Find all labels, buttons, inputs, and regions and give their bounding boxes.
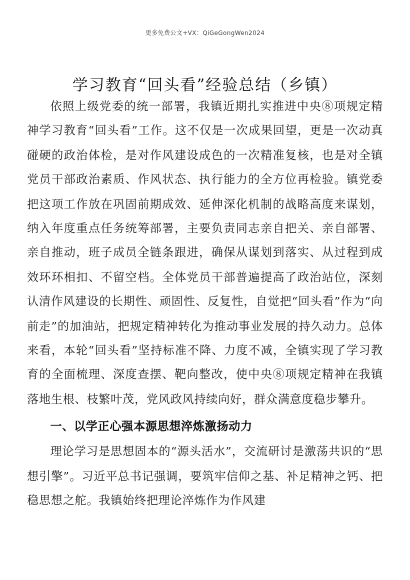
document-body bbox=[27, 94, 383, 513]
body-paragraph: 理论学习是思想固本的“源头活水”，交流研讨是激荡共识的“思想引擎”。习近平总书记强调，要筑牢信仰之基、补足精神之钙、把稳思想之舵。我镇始终把理论淬炼作为作风建 bbox=[27, 444, 383, 508]
watermark-text: 更多免费公文+VX：QiGeGongWen2024 bbox=[145, 30, 265, 37]
body-paragraph: 依照上级党委的统一部署，我镇近期扎实推进中央⑧项规定精神学习教育“回头看”工作。这不仅是一次成果回望，更是一次动真碰硬的政治体检，是对作风建设成色的一次精准复核，也是对全镇党员干部政治素质、作风状态、执行能力的全方位再检验。镇党委把这项工作放在巩固前期成效、延伸深化机制的战略高度来谋划，纳入年度重点任务统筹部署，主要负责同志亲自把关、亲自部署、亲自推动，班子成员全链条跟进，确保从谋划到落实、从过程到成效环环相扣、不留空档。全体党员干部普遍提高了政治站位，深刻认清作风建设的长期性、顽固性、反复性，自觉把“回头看”作为“向前走”的加油站，把规定精神转化为推动事业发展的持久动力。总体来看，本轮“回头看”坚持标准不降、力度不减，全镇实现了学习教育的全面梳理、深度查摆、靶向整改，使中央⑧项规定精神在我镇落地生根、枝繁叶茂，党风政风持续向好，群众满意度稳步攀升。 bbox=[27, 99, 383, 406]
section-heading: 一、以学正心强本源思想淬炼激扬动力 bbox=[50, 419, 253, 434]
document-title: 学习教育“回头看”经验总结（乡镇） bbox=[72, 76, 338, 94]
